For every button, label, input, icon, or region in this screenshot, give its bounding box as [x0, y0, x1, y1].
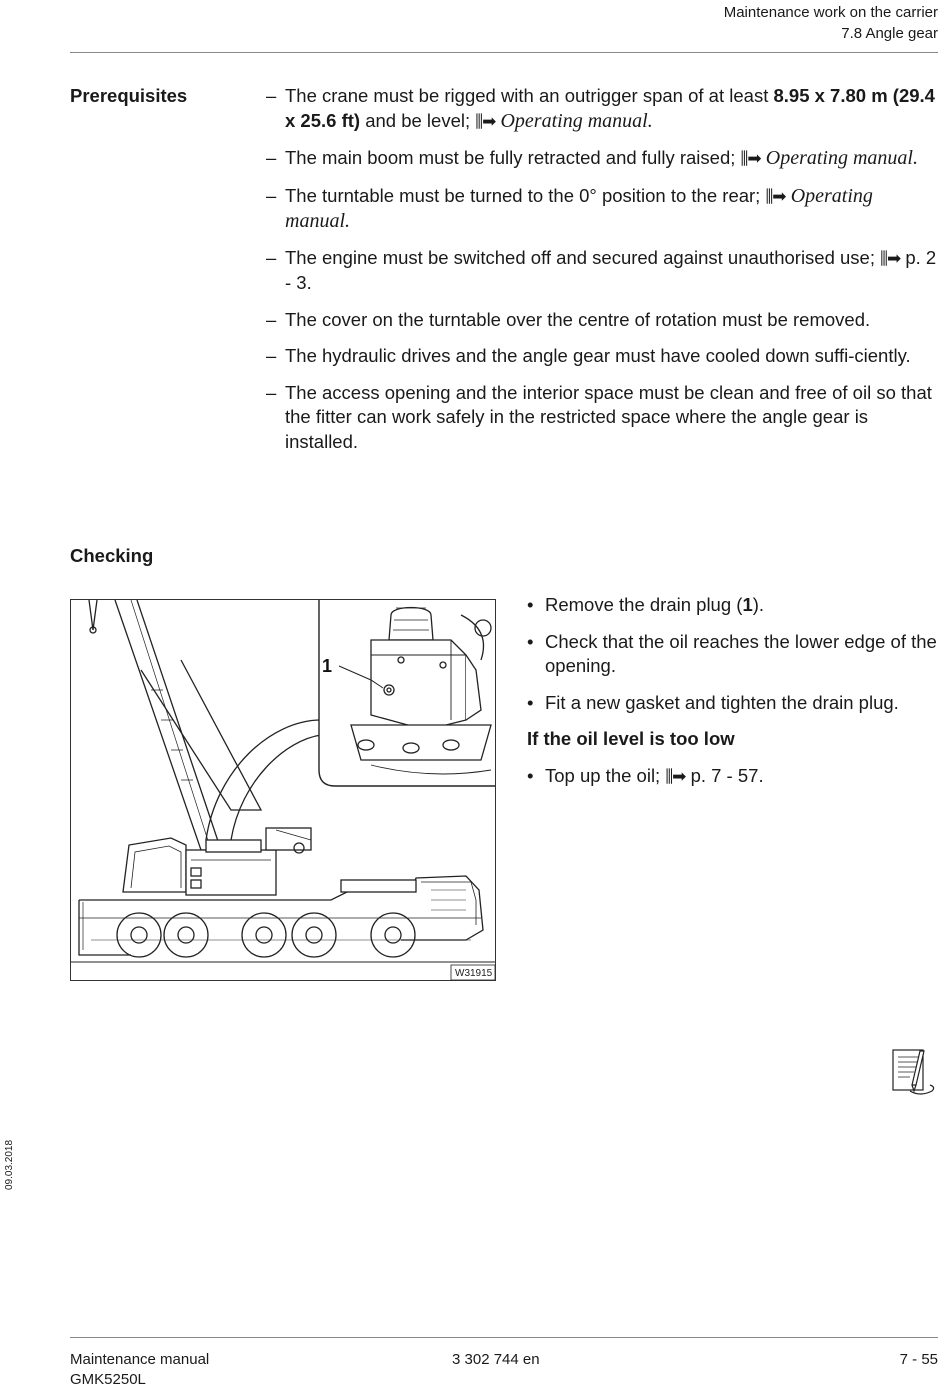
footer-page-number: 7 - 55 [899, 1351, 938, 1368]
list-item: – The cover on the turntable over the centre of rotation must be removed. [266, 308, 938, 333]
footer-manual: Maintenance manual [70, 1351, 210, 1368]
list-item: – The main boom must be fully retracted and fully raised; ⫼➡ Operating manual. [266, 146, 938, 172]
bullet-marker: • [527, 764, 534, 786]
cross-reference-arrow-icon: ⫼➡ [665, 766, 686, 786]
bullet-marker: • [527, 594, 534, 615]
list-item: • Fit a new gasket and tighten the drain plug. [527, 691, 939, 716]
list-item: – The hydraulic drives and the angle gear must have cooled down suffi-ciently. [266, 344, 938, 369]
cross-reference-arrow-icon: ⫼➡ [740, 149, 761, 168]
footer-rule [70, 1337, 938, 1338]
dash-marker: – [266, 184, 277, 206]
dash-marker: – [266, 85, 277, 106]
list-item: – The crane must be rigged with an outrigger span of at least 8.95 x 7.80 m (29.4 x 25.6 ft) and be level; ⫼➡ Operating manual. [266, 84, 938, 134]
dash-marker: – [266, 246, 277, 268]
header-chapter: Maintenance work on the carrier [723, 4, 938, 21]
footer-doc-number: 3 302 744 en [452, 1351, 540, 1368]
dash-marker: – [266, 345, 277, 366]
checking-steps [527, 593, 939, 801]
list-item: – The engine must be switched off and secured against unauthorised use; ⫼➡ p. 2 - 3. [266, 246, 937, 293]
checking-title: Checking [70, 545, 154, 566]
callout-label: 1 [322, 656, 333, 676]
low-oil-subtitle: If the oil level is too low [527, 728, 735, 749]
manual-reference: Operating manual [500, 109, 648, 132]
cross-reference-arrow-icon: ⫼➡ [880, 248, 901, 268]
print-date: 09.03.2018 [4, 1139, 15, 1190]
cross-reference-arrow-icon: ⫼➡ [765, 186, 786, 206]
page-reference: p. 7 - 57. [690, 764, 764, 786]
prerequisites-list [266, 84, 938, 466]
page-header [724, 2, 938, 44]
figure-code: W31915 [455, 968, 493, 979]
manual-reference: Operating manual [765, 147, 913, 169]
bullet-marker: • [527, 630, 534, 652]
page-reference: p. 2 - 3. [285, 246, 937, 293]
header-section: 7.8 Angle gear [841, 25, 938, 42]
bullet-marker: • [527, 691, 534, 713]
dash-marker: – [266, 381, 277, 403]
cross-reference-arrow-icon: ⫼➡ [475, 111, 496, 131]
footer-left [70, 1350, 209, 1390]
crane-illustration [71, 600, 495, 980]
angle-gear-figure [70, 599, 496, 981]
list-item: – The turntable must be turned to the 0° position to the rear; ⫼➡ Operating manual. [266, 184, 873, 232]
list-item: • Remove the drain plug (1). [527, 593, 939, 618]
manual-reference: Operating manual [285, 184, 873, 232]
maintenance-document-icon [890, 1047, 938, 1102]
list-item: • Top up the oil; ⫼➡ p. 7 - 57. [527, 764, 939, 790]
header-rule [70, 52, 938, 53]
dash-marker: – [266, 147, 277, 168]
list-item: – The access opening and the interior space must be clean and free of oil so that the fitter can work safely in the restricted space where the angle gear is installed. [266, 381, 932, 452]
footer-model: GMK5250L [70, 1371, 146, 1388]
dash-marker: – [266, 308, 277, 330]
list-item: • Check that the oil reaches the lower edge of the opening. [527, 630, 937, 676]
prerequisites-title: Prerequisites [70, 85, 188, 106]
